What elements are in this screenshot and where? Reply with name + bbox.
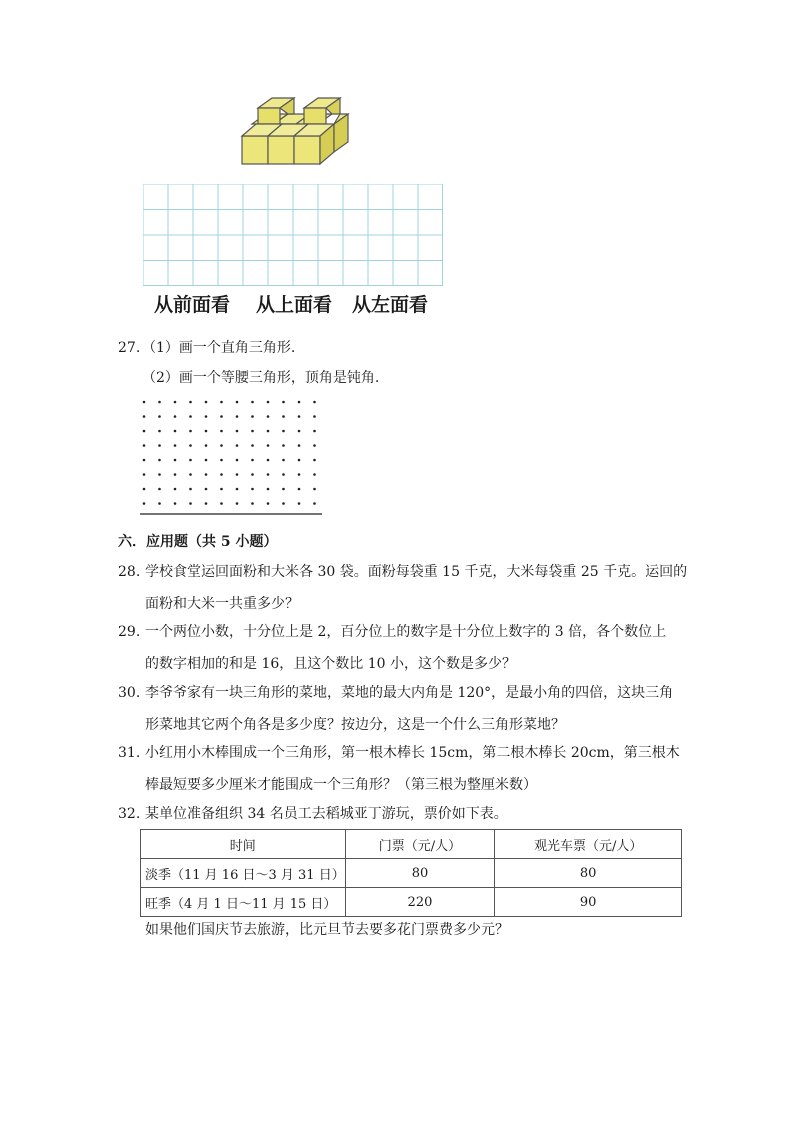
grid-dot	[189, 502, 192, 505]
q28-line2: 面粉和大米一共重多少？	[145, 596, 299, 612]
grid-dot	[282, 473, 285, 476]
grid-dot	[298, 430, 301, 433]
grid-dot	[282, 401, 285, 404]
grid-dot	[205, 473, 208, 476]
grid-dot	[236, 473, 239, 476]
grid-dot	[236, 444, 239, 447]
view-label-left: 从左面看	[352, 294, 429, 316]
grid-dot	[220, 502, 223, 505]
grid-dot	[298, 502, 301, 505]
grid-dot	[267, 444, 270, 447]
grid-dot	[313, 502, 316, 505]
table-cell: 旺季（4 月 1 日～11 月 15 日）	[141, 888, 346, 917]
section-title: 六．应用题（共 5 小题）	[118, 534, 278, 550]
q27-part1: （1）画一个直角三角形.	[142, 340, 296, 356]
grid-dot	[267, 415, 270, 418]
grid-dot	[143, 488, 146, 491]
grid-dot	[251, 459, 254, 462]
q29-number: 29.	[118, 624, 141, 640]
grid-dot	[143, 430, 146, 433]
grid-dot	[298, 473, 301, 476]
grid-dot	[236, 430, 239, 433]
q27-number: 27.	[118, 340, 141, 356]
grid-dot	[282, 430, 285, 433]
grid-dot	[313, 401, 316, 404]
q31-number: 31.	[118, 745, 141, 761]
grid-dot	[174, 444, 177, 447]
q30-line1: 李爷爷家有一块三角形的菜地，菜地的最大内角是 120°，是最小角的四倍，这块三角	[145, 685, 674, 701]
grid-dot	[220, 473, 223, 476]
grid-dot	[189, 459, 192, 462]
grid-dot	[174, 430, 177, 433]
table-row	[141, 859, 682, 888]
grid-dot	[251, 488, 254, 491]
grid-dot	[189, 430, 192, 433]
grid-dot	[282, 415, 285, 418]
grid-dot	[251, 430, 254, 433]
price-table	[140, 829, 682, 917]
grid-dot	[282, 459, 285, 462]
grid-dot	[189, 444, 192, 447]
grid-dot	[174, 459, 177, 462]
q27-part2: （2）画一个等腰三角形，顶角是钝角.	[142, 370, 380, 386]
table-cell: 80	[345, 859, 495, 888]
grid-dot	[158, 401, 161, 404]
table-cell: 220	[345, 888, 495, 917]
drawing-grid	[143, 184, 443, 286]
grid-dot	[220, 401, 223, 404]
q32-number: 32.	[118, 806, 141, 822]
q29-line1: 一个两位小数，十分位上是 2，百分位上的数字是十分位上数字的 3 倍，各个数位上	[145, 624, 667, 640]
table-cell: 90	[495, 888, 682, 917]
grid-dot	[220, 459, 223, 462]
table-header: 观光车票（元/人）	[495, 830, 682, 859]
grid-dot	[251, 415, 254, 418]
grid-dot	[267, 459, 270, 462]
grid-dot	[205, 430, 208, 433]
grid-dot	[174, 502, 177, 505]
grid-dot	[267, 430, 270, 433]
grid-dot	[205, 444, 208, 447]
grid-dot	[251, 502, 254, 505]
q28-line1: 学校食堂运回面粉和大米各 30 袋。面粉每袋重 15 千克，大米每袋重 25 千克。运回的	[145, 564, 688, 580]
grid-dot	[267, 502, 270, 505]
grid-dot	[220, 488, 223, 491]
grid-dot	[282, 444, 285, 447]
grid-dot	[313, 430, 316, 433]
grid-dot	[282, 502, 285, 505]
grid-dot	[236, 401, 239, 404]
grid-dot	[174, 488, 177, 491]
grid-dot	[251, 401, 254, 404]
grid-dot	[143, 401, 146, 404]
grid-dot	[174, 473, 177, 476]
grid-dot	[282, 488, 285, 491]
grid-dot	[143, 459, 146, 462]
table-header: 时间	[141, 830, 346, 859]
grid-dot	[189, 473, 192, 476]
grid-dot	[236, 502, 239, 505]
grid-dot	[205, 502, 208, 505]
table-header: 门票（元/人）	[345, 830, 495, 859]
grid-dot	[313, 488, 316, 491]
grid-dot	[251, 473, 254, 476]
q29-line2: 的数字相加的和是 16，且这个数比 10 小，这个数是多少？	[145, 656, 516, 672]
grid-dot	[220, 444, 223, 447]
grid-dot	[189, 401, 192, 404]
grid-dot	[298, 415, 301, 418]
q31-line1: 小红用小木棒围成一个三角形，第一根木棒长 15cm，第二根木棒长 20cm，第三根木	[145, 745, 680, 761]
q32-question: 如果他们国庆节去旅游，比元旦节去要多花门票费多少元？	[145, 922, 509, 938]
grid-dot	[313, 415, 316, 418]
grid-dot	[158, 473, 161, 476]
view-label-top: 从上面看	[256, 294, 333, 316]
dot-grid	[140, 396, 330, 518]
grid-dot	[313, 473, 316, 476]
grid-dot	[267, 401, 270, 404]
grid-dot	[158, 502, 161, 505]
grid-dot	[298, 459, 301, 462]
grid-dot	[158, 415, 161, 418]
grid-dot	[251, 444, 254, 447]
grid-dot	[143, 502, 146, 505]
table-cell: 80	[495, 859, 682, 888]
grid-dot	[313, 444, 316, 447]
grid-dot	[220, 415, 223, 418]
grid-dot	[236, 488, 239, 491]
grid-dot	[189, 415, 192, 418]
grid-dot	[174, 401, 177, 404]
grid-dot	[143, 415, 146, 418]
q28-number: 28.	[118, 564, 141, 580]
grid-dot	[236, 459, 239, 462]
grid-dot	[267, 473, 270, 476]
q31-line2: 棒最短要多少厘米才能围成一个三角形？（第三根为整厘米数）	[145, 777, 537, 793]
grid-dot	[298, 401, 301, 404]
grid-dot	[236, 415, 239, 418]
q30-line2: 形菜地其它两个角各是多少度？按边分，这是一个什么三角形菜地？	[145, 717, 565, 733]
grid-dot	[143, 444, 146, 447]
grid-dot	[298, 488, 301, 491]
grid-dot	[205, 415, 208, 418]
grid-dot	[158, 459, 161, 462]
view-label-front: 从前面看	[154, 294, 231, 316]
grid-dot	[205, 488, 208, 491]
cube-figure	[236, 96, 356, 170]
grid-dot	[174, 415, 177, 418]
grid-dot	[220, 430, 223, 433]
q30-number: 30.	[118, 685, 141, 701]
grid-dot	[158, 488, 161, 491]
grid-dot	[143, 473, 146, 476]
grid-dot	[313, 459, 316, 462]
grid-dot	[158, 430, 161, 433]
grid-dot	[158, 444, 161, 447]
table-cell: 淡季（11 月 16 日～3 月 31 日）	[141, 859, 346, 888]
table-header-row	[141, 830, 682, 859]
q32-intro: 某单位准备组织 34 名员工去稻城亚丁游玩，票价如下表。	[145, 806, 508, 822]
grid-dot	[267, 488, 270, 491]
grid-dot	[298, 444, 301, 447]
grid-dot	[205, 401, 208, 404]
grid-dot	[189, 488, 192, 491]
table-row	[141, 888, 682, 917]
grid-dot	[205, 459, 208, 462]
